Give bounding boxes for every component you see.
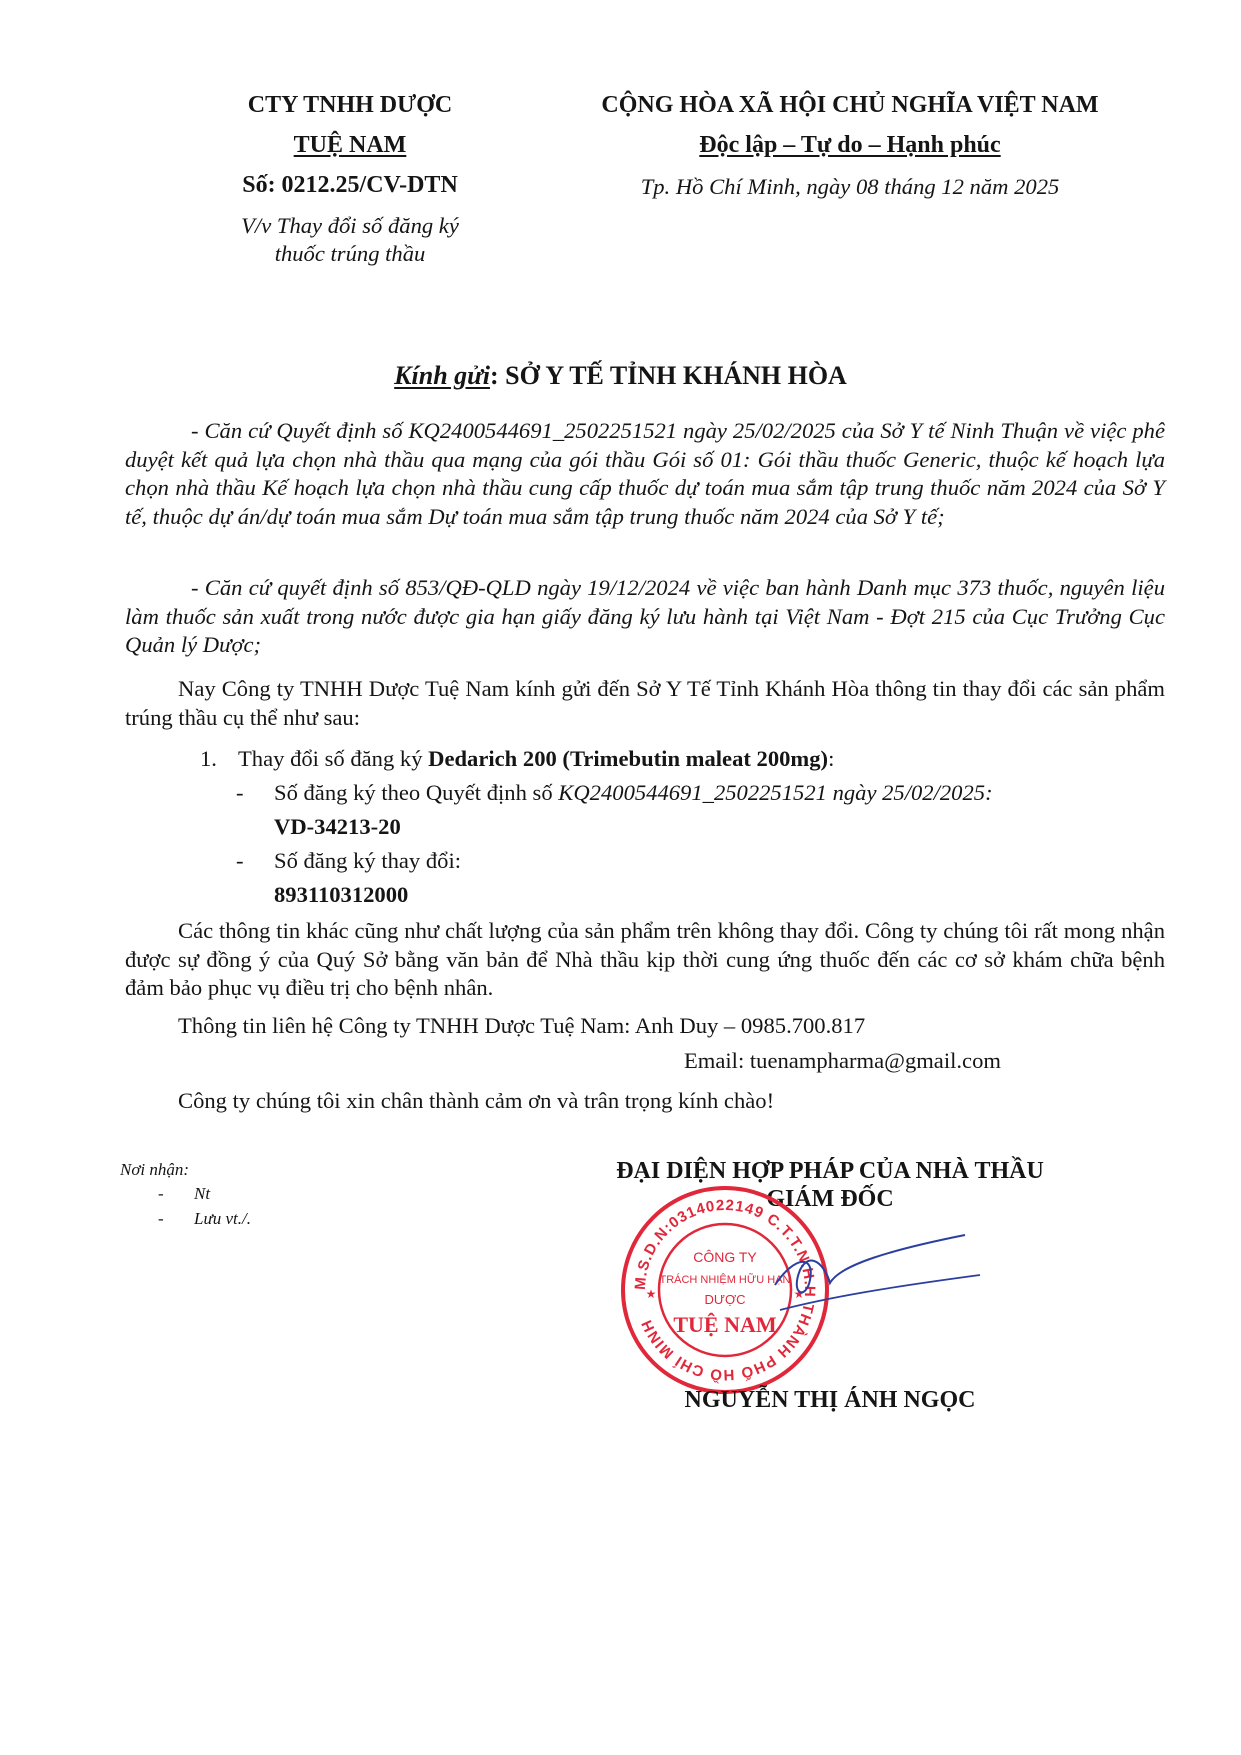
recipient-item xyxy=(158,1181,210,1206)
recipient-name: SỞ Y TẾ TỈNH KHÁNH HÒA xyxy=(498,361,847,390)
sub-item-dash: - xyxy=(236,848,244,873)
motto-underlined: Độc lập – Tự do – Hạnh phúc xyxy=(699,132,1001,158)
place-and-date: Tp. Hồ Chí Minh, ngày 08 tháng 12 năm 2025 xyxy=(640,174,1060,199)
company-name-line1: CTY TNHH DƯỢC xyxy=(247,92,453,118)
basis-paragraph-1: - Căn cứ Quyết định số KQ2400544691_2502251521 ngày 25/02/2025 của Sở Y tế Ninh Thuận về việc phê duyệt kết quả lựa chọn nhà thầu qua mạng của gói thầu Gói số 01: Gói thầu thuốc Generic, thuộc kế hoạch lựa chọn nhà thầu Kế hoạch lựa chọn nhà thầu cung cấp thuốc dự toán mua sắm tập trung thuốc năm 2024 của Sở Y tế, thuộc dự án/dự toán mua sắm Dự toán mua sắm tập trung thuốc năm 2024 của Sở Y tế; xyxy=(125,418,1165,529)
recipient-line xyxy=(0,356,1241,396)
email-line: Email: tuenampharma@gmail.com xyxy=(684,1048,1001,1073)
sub-item-text: Số đăng ký theo Quyết định số xyxy=(274,780,559,805)
signer-name: NGUYỄN THỊ ÁNH NGỌC xyxy=(684,1387,976,1413)
new-registration-number: 893110312000 xyxy=(274,882,409,907)
recipient-item xyxy=(158,1206,251,1231)
recipient-text: Nt xyxy=(194,1184,211,1203)
document-number: Số: 0212.25/CV-DTN xyxy=(242,172,458,198)
seal-star-left-icon: ★ xyxy=(645,1287,657,1301)
item-number: 1. xyxy=(200,746,217,771)
sub-item-decision: KQ2400544691_2502251521 ngày 25/02/2025: xyxy=(558,780,993,805)
thanks-line: Công ty chúng tôi xin chân thành cảm ơn và trân trọng kính chào! xyxy=(178,1088,775,1113)
closing-paragraph: Các thông tin khác cũng như chất lượng của sản phẩm trên không thay đổi. Công ty chúng tôi rất mong nhận được sự đồng ý của Quý Sở bằng văn bản để Nhà thầu kịp thời cung ứng thuốc đến các cơ sở khám chữa bệnh đảm bảo phục vụ điều trị cho bệnh nhân. xyxy=(125,918,1165,1000)
subject-line2: thuốc trúng thầu xyxy=(274,241,426,266)
basis-paragraph-2: - Căn cứ quyết định số 853/QĐ-QLD ngày 19/12/2024 về việc ban hành Danh mục 373 thuốc, nguyên liệu làm thuốc sản xuất trong nước được gia hạn giấy đăng ký lưu hành tại Việt Nam - Đợt 215 của Cục Trưởng Cục Quản lý Dược; xyxy=(125,575,1165,657)
handwritten-signature xyxy=(770,1225,1000,1325)
seal-ring-text: M.S.D.N:0314022149 C.T.T.N.H.H THÀNH PHỐ HỒ CHÍ MINH xyxy=(631,1196,819,1384)
sub-item-old-registration xyxy=(236,779,993,807)
recipients-label: Nơi nhận: xyxy=(120,1160,190,1179)
signer-title-2: GIÁM ĐỐC xyxy=(766,1186,894,1212)
subject-line1: V/v Thay đổi số đăng ký xyxy=(241,213,459,238)
recipient-text: Lưu vt./. xyxy=(194,1209,251,1228)
sub-item-new-registration xyxy=(236,847,461,875)
seal-line4: TUỆ NAM xyxy=(673,1312,777,1337)
item-product: Dedarich 200 (Trimebutin maleat 200mg) xyxy=(428,746,829,771)
intro-paragraph: Nay Công ty TNHH Dược Tuệ Nam kính gửi đến Sở Y Tế Tỉnh Khánh Hòa thông tin thay đổi các sản phẩm trúng thầu cụ thể như sau: xyxy=(125,676,1165,730)
national-motto xyxy=(570,128,1130,162)
recipient-colon: : xyxy=(489,361,499,390)
company-name-underlined: TUỆ NAM xyxy=(293,132,407,158)
seal-line2: TRÁCH NHIỆM HỮU HẠN xyxy=(659,1274,791,1286)
recipient-label: Kính gửi xyxy=(394,361,490,390)
company-name-line2 xyxy=(200,128,500,162)
seal-star-right-icon: ★ xyxy=(793,1287,805,1301)
item-colon: : xyxy=(828,746,835,771)
recipient-dash: - xyxy=(158,1209,164,1228)
signer-title-1: ĐẠI DIỆN HỢP PHÁP CỦA NHÀ THẦU xyxy=(616,1158,1044,1184)
sub-item-text: Số đăng ký thay đổi: xyxy=(274,848,462,873)
contact-line: Thông tin liên hệ Công ty TNHH Dược Tuệ Nam: Anh Duy – 0985.700.817 xyxy=(178,1013,866,1038)
item-text: Thay đổi số đăng ký xyxy=(238,746,429,771)
seal-line1: CÔNG TY xyxy=(693,1249,757,1265)
seal-line3: DƯỢC xyxy=(704,1292,746,1307)
sub-item-dash: - xyxy=(236,780,244,805)
national-title: CỘNG HÒA XÃ HỘI CHỦ NGHĨA VIỆT NAM xyxy=(601,92,1099,118)
old-registration-number: VD-34213-20 xyxy=(274,814,401,839)
recipient-dash: - xyxy=(158,1184,164,1203)
change-item-1 xyxy=(200,745,834,773)
